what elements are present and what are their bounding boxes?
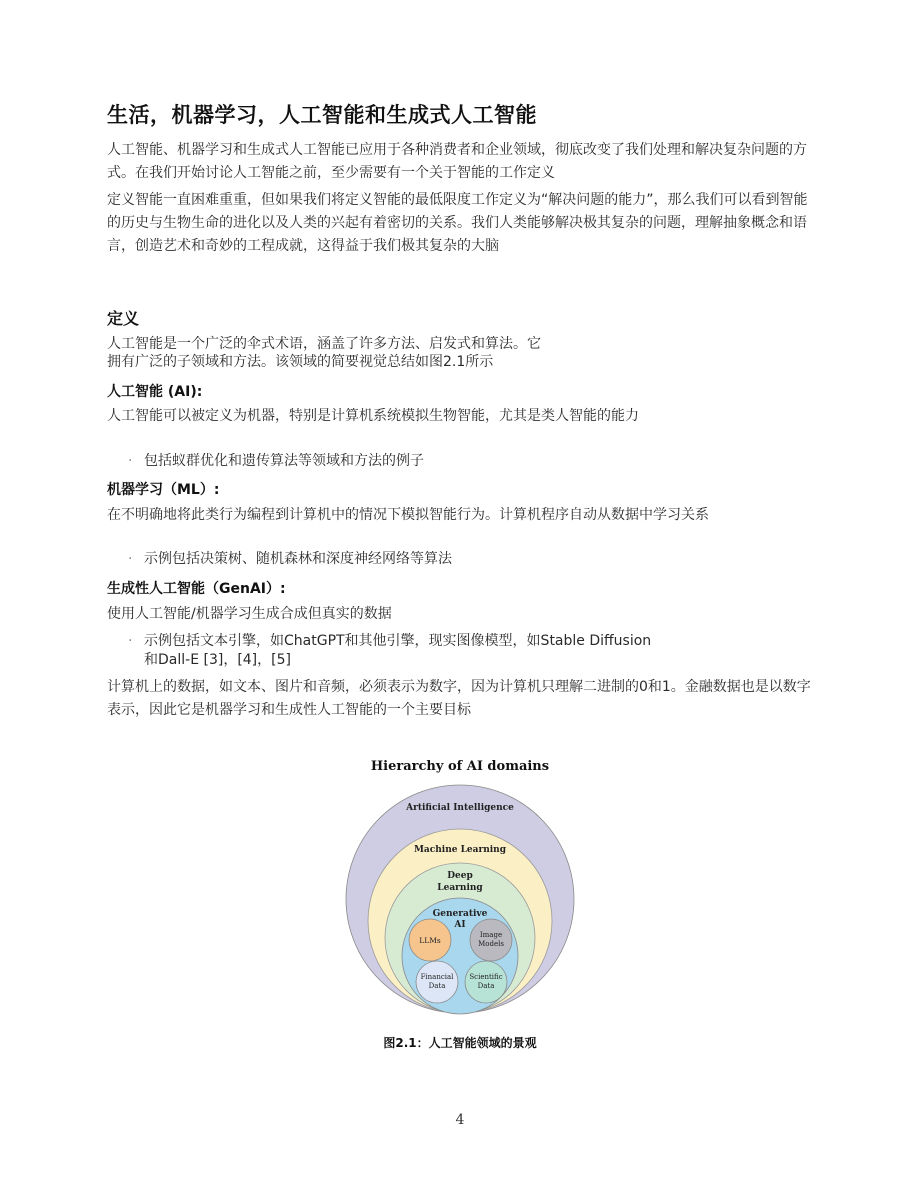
- genai-bullet: [128, 632, 651, 670]
- page-number: 4: [455, 1112, 465, 1128]
- figure-caption: 图2.1：人工智能领域的景观: [383, 1036, 537, 1050]
- figure-title: Hierarchy of AI domains: [370, 759, 550, 774]
- bullet-glyph: ·: [128, 633, 133, 649]
- intro-paragraph-1: 人工智能、机器学习和生成式人工智能已应用于各种消费者和企业领域，彻底改变了我们处理和解决复杂问题的方式。在我们开始讨论人工智能之前，至少需要有一个关于智能的工作定义: [107, 142, 807, 181]
- definition-paragraph: [107, 335, 813, 371]
- bullet-glyph: ·: [128, 551, 133, 567]
- fin-label-line-2: Data: [428, 982, 446, 990]
- closing-paragraph: 计算机上的数据，如文本、图片和音频，必须表示为数字，因为计算机只理解二进制的0和1。金融数据也是以数字表示，因此它是机器学习和生成性人工智能的一个主要目标: [107, 679, 811, 718]
- gen-label-line-2: AI: [454, 920, 466, 930]
- sci-label-line-2: Data: [477, 982, 495, 990]
- ai-hierarchy-diagram: [330, 752, 590, 1022]
- dl-label-line-2: Learning: [437, 883, 483, 893]
- intro-paragraph-2: 定义智能一直困难重重，但如果我们将定义智能的最低限度工作定义为“解决问题的能力”，那么我们可以看到智能的历史与生物生命的进化以及人类的兴起有着密切的关系。我们人类能够解决极其复杂的问题，理解抽象概念和语言，创造艺术和奇妙的工程成就，这得益于我们极其复杂的大脑: [107, 192, 808, 254]
- ai-bullet: [128, 452, 424, 471]
- definition-line-1: 人工智能是一个广泛的伞式术语，涵盖了许多方法、启发式和算法。它: [107, 336, 541, 352]
- image-label-line-1: Image: [479, 931, 503, 939]
- ml-label: Machine Learning: [413, 845, 507, 855]
- ai-label: Artificial Intelligence: [406, 803, 514, 813]
- genai-bullet-text-1: 示例包括文本引擎，如ChatGPT和其他引擎，现实图像模型，如Stable Diffusion: [144, 633, 652, 649]
- ai-bullet-text: 包括蚁群优化和遗传算法等领域和方法的例子: [144, 453, 424, 469]
- definition-heading: 定义: [107, 309, 140, 328]
- genai-definition: 使用人工智能/机器学习生成合成但真实的数据: [107, 606, 392, 622]
- page-title: 生活，机器学习，人工智能和生成式人工智能: [107, 103, 537, 127]
- bullet-glyph: ·: [128, 453, 133, 469]
- definition-line-2: 拥有广泛的子领域和方法。该领域的简要视觉总结如图2.1所示: [107, 354, 494, 370]
- ml-definition: 在不明确地将此类行为编程到计算机中的情况下模拟智能行为。计算机程序自动从数据中学习关系: [107, 507, 709, 523]
- genai-bullet-text-2: 和Dall-E [3]，[4]，[5]: [144, 652, 291, 668]
- fin-label-line-1: Financial: [420, 973, 454, 981]
- ai-hierarchy-figure: [330, 752, 590, 1022]
- llm-label: LLMs: [419, 936, 441, 945]
- image-label-line-2: Models: [478, 940, 504, 948]
- ai-heading: 人工智能 (AI):: [107, 384, 203, 400]
- sci-label-line-1: Scientific: [469, 973, 503, 981]
- dl-label-line-1: Deep: [447, 871, 473, 881]
- genai-heading: 生成性人工智能（GenAI）:: [107, 581, 286, 597]
- ml-heading: 机器学习（ML）:: [107, 482, 220, 498]
- ml-bullet: [128, 550, 452, 569]
- ml-bullet-text: 示例包括决策树、随机森林和深度神经网络等算法: [144, 551, 452, 567]
- gen-label-line-1: Generative: [432, 909, 488, 919]
- ai-definition: 人工智能可以被定义为机器，特别是计算机系统模拟生物智能，尤其是类人智能的能力: [107, 408, 639, 424]
